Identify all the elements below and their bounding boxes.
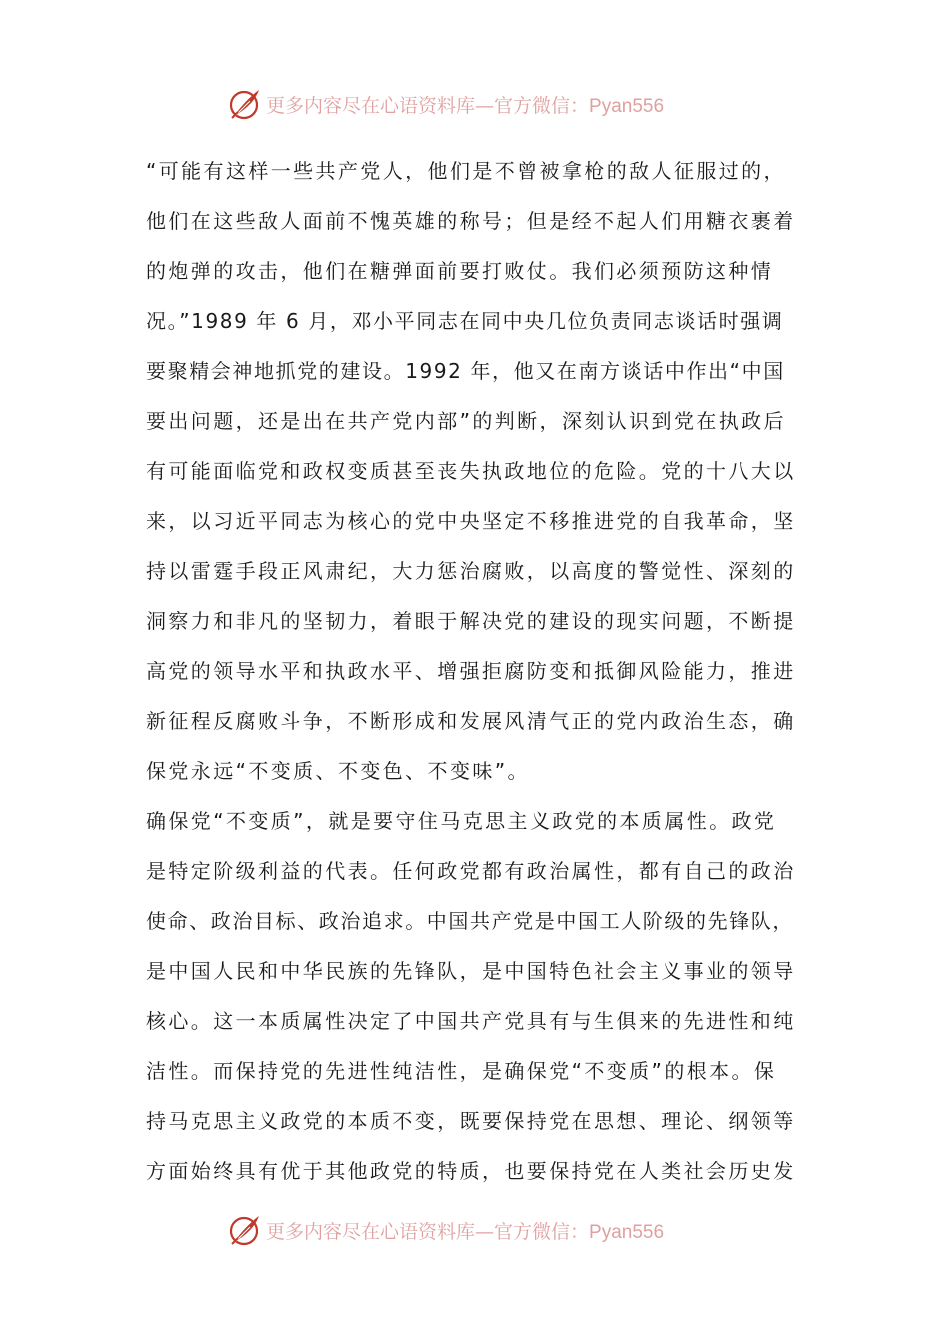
text-line: 持马克思主义政党的本质不变，既要保持党在思想、理论、纲领等 [146,1109,796,1133]
footer-promo-text: 更多内容尽在心语资料库—官方微信：Pyan556 [266,1220,665,1243]
text-line: 要聚精会神地抓党的建设。1992 年，他又在南方谈话中作出“中国 [146,359,785,383]
text-line: 使命、政治目标、政治追求。中国共产党是中国工人阶级的先锋队， [146,909,794,933]
text-line: 要出问题，还是出在共产党内部”的判断，深刻认识到党在执政后 [146,409,786,433]
feather-pen-logo-icon [226,1212,262,1248]
text-line: 是特定阶级利益的代表。任何政党都有政治属性，都有自己的政治 [146,859,796,883]
text-line: 新征程反腐败斗争，不断形成和发展风清气正的党内政治生态，确 [146,709,796,733]
text-line: 他们在这些敌人面前不愧英雄的称号；但是经不起人们用糖衣裹着 [146,209,796,233]
text-line: 确保党“不变质”，就是要守住马克思主义政党的本质属性。政党 [146,809,777,833]
footer-wechat-id: Pyan556 [589,1221,665,1243]
text-line: 是中国人民和中华民族的先锋队，是中国特色社会主义事业的领导 [146,959,796,983]
text-line: 况。”1989 年 6 月，邓小平同志在同中央几位负责同志谈话时强调 [146,309,784,333]
text-line: 高党的领导水平和执政水平、增强拒腐防变和抵御风险能力，推进 [146,659,796,683]
text-line: 有可能面临党和政权变质甚至丧失执政地位的危险。党的十八大以 [146,459,796,483]
text-line: 保党永远“不变质、不变色、不变味”。 [146,759,530,783]
text-line: 方面始终具有优于其他政党的特质，也要保持党在人类社会历史发 [146,1159,796,1183]
text-line: 来，以习近平同志为核心的党中央坚定不移推进党的自我革命，坚 [146,509,796,533]
header-watermark [226,86,726,122]
footer-watermark [226,1212,726,1248]
text-line: 洁性。而保持党的先进性纯洁性，是确保党“不变质”的根本。保 [146,1059,777,1083]
text-line: “可能有这样一些共产党人，他们是不曾被拿枪的敌人征服过的， [146,159,786,183]
header-promo-text: 更多内容尽在心语资料库—官方微信：Pyan556 [266,94,665,117]
header-wechat-id: Pyan556 [589,95,665,117]
text-line: 的炮弹的攻击，他们在糖弹面前要打败仗。我们必须预防这种情 [146,259,774,283]
text-line: 洞察力和非凡的坚韧力，着眼于解决党的建设的现实问题，不断提 [146,609,796,633]
text-line: 持以雷霆手段正风肃纪，大力惩治腐败，以高度的警觉性、深刻的 [146,559,796,583]
body-text [146,146,826,1196]
feather-pen-logo-icon [226,86,262,122]
text-line: 核心。这一本质属性决定了中国共产党具有与生俱来的先进性和纯 [146,1009,796,1033]
